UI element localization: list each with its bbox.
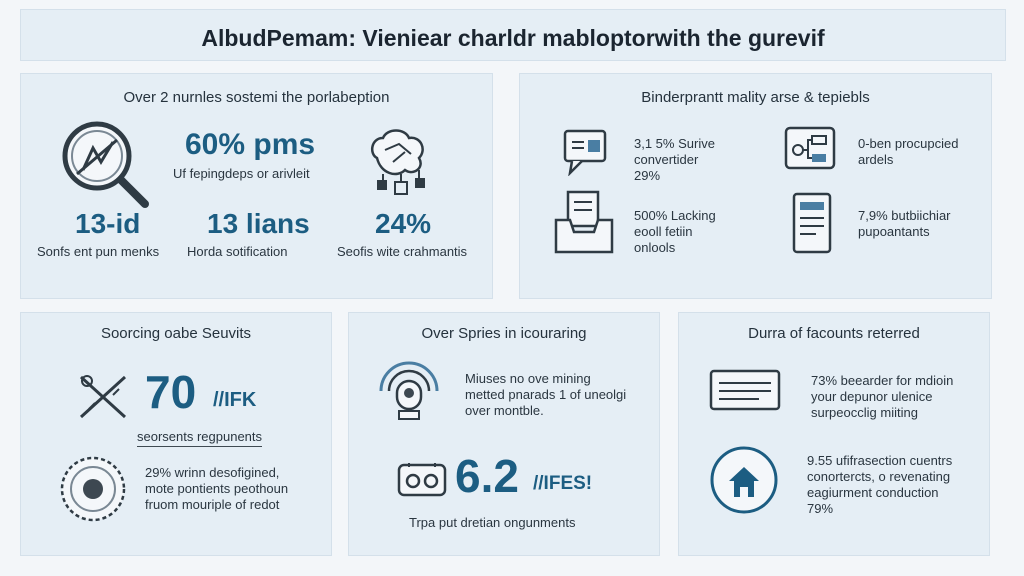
big-stat-suffix: //IFES! (533, 473, 593, 494)
metric-survive-text: 3,1 5% Surive convertider 29% (634, 136, 715, 183)
title-bar (20, 9, 1006, 61)
metric-pupoantants-text: 7,9% butbiichiar pupoantants (858, 208, 951, 239)
big-stat-value: 70 (145, 366, 197, 418)
big-stat-value: 6.2 (455, 450, 519, 502)
metric-procupcied-text: 0-ben procupcied ardels (858, 136, 959, 167)
facounts-summary-text: 9.55 ufifrasection cuentrs conortercts, o revenating eagiurment conduction 79% (807, 453, 953, 516)
stat-days-value: 13-id (75, 208, 141, 239)
stat-share-value: 24% (375, 208, 432, 239)
stat-share-label: Seofis wite crahmantis (337, 244, 468, 259)
magnifier-icon (59, 118, 151, 208)
panel-sourcing (20, 312, 332, 556)
panel-facounts (678, 312, 990, 556)
panel-title: Soorcing oabe Seuvits (100, 325, 252, 342)
metric-lacking-text: 500% Lacking eooll fetiin onlools (634, 208, 716, 255)
panel-over-spries (348, 312, 660, 556)
panel-title: Over Spries in icouraring (421, 325, 587, 342)
stat-days-label: Sonfs ent pun menks (37, 244, 160, 259)
page-title: AlbudPemam: Vieniear charldr mabloptorwith the gurevif (201, 25, 825, 51)
panel-title: Durra of facounts reterred (748, 325, 920, 342)
spries-detail-text: Miuses no ove mining metted pnarads 1 of uneolgi over montble. (465, 371, 627, 418)
stat-lians-label: Horda sotification (187, 244, 288, 259)
stat-percent-label: Uf fepingdeps or arivleit (173, 166, 310, 181)
stat-percent-value: 60% pms (185, 128, 316, 161)
spries-caption: Trpa put dretian ongunments (409, 515, 576, 530)
tablet-form-icon (792, 192, 832, 254)
panel-title: Over 2 nurnles sostemi the porlabeption (123, 89, 390, 106)
flow-chart-icon (784, 126, 836, 170)
stat-lians-value: 13 lians (207, 208, 310, 239)
underlined-label: seorsents regpunents (137, 429, 262, 447)
chat-bubble-icon (562, 128, 608, 176)
dotted-badge-icon (59, 455, 127, 523)
broadcast-device-icon (373, 361, 445, 423)
big-stat-suffix: //IFK (213, 389, 257, 411)
sourcing-detail-text: 29% wrinn desofigined, mote pontients peothoun fruom mouriple of redot (145, 465, 289, 512)
control-panel-icon (397, 461, 447, 497)
crossed-tools-icon (75, 371, 131, 423)
facounts-detail-text: 73% beearder for mdioin your depunor ulenice surpeocclig miiting (811, 373, 954, 420)
document-tray-icon (554, 190, 614, 256)
panel-title: Binderprantt mality arse & tepiebls (641, 89, 870, 106)
banner-document-icon (709, 369, 781, 411)
house-circle-icon (709, 445, 779, 515)
panel-mality-rates (519, 73, 992, 299)
panel-perception-stats (20, 73, 493, 299)
network-cloud-icon (365, 124, 435, 198)
